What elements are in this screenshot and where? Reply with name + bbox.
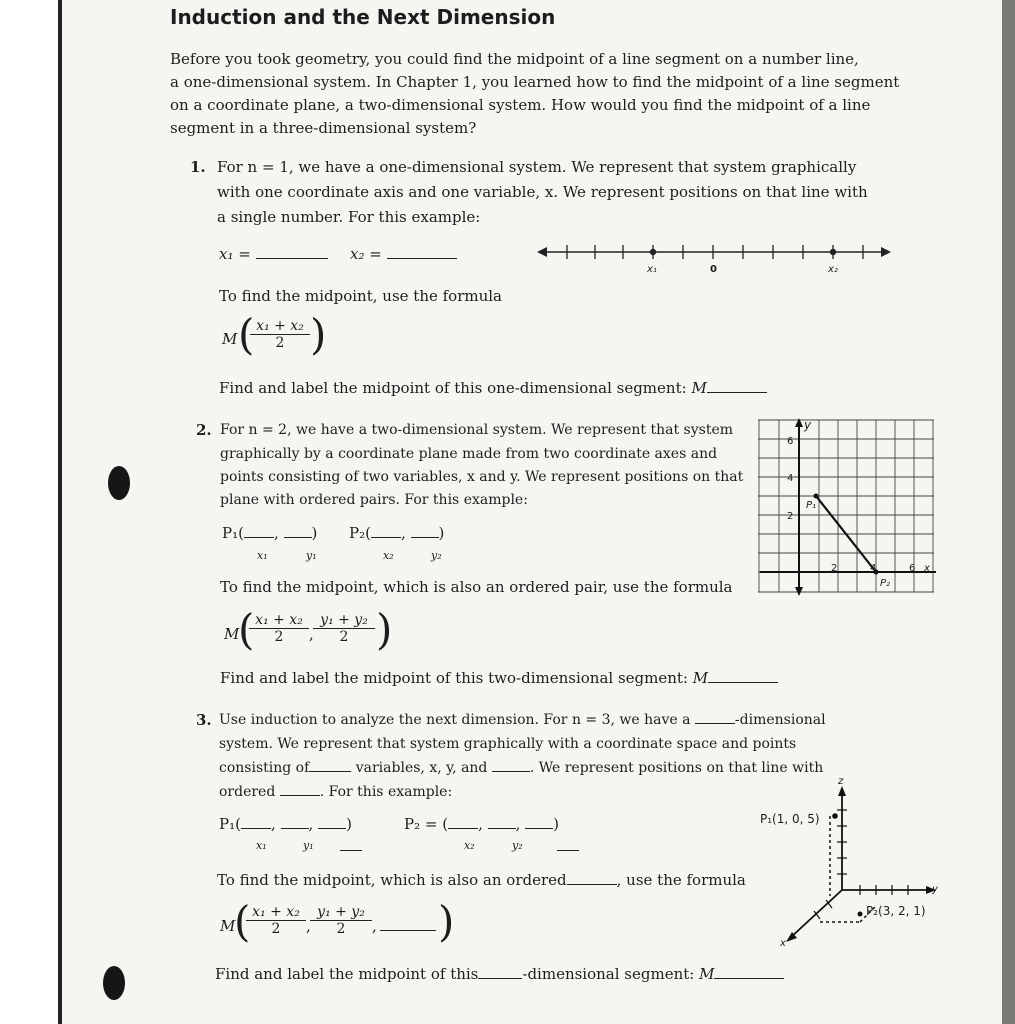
sub-label: x₂ — [464, 839, 475, 852]
punch-hole — [108, 466, 130, 500]
intro-line: segment in a three-dimensional system? — [170, 119, 477, 137]
x2-point — [830, 249, 836, 255]
sub-label: y₂ — [431, 549, 442, 562]
x-axis-label: x — [780, 938, 786, 949]
x-axis-label: x — [924, 563, 930, 574]
q3-line2: system. We represent that system graphically with a coordinate space and points — [219, 736, 797, 752]
z-formula-blank[interactable] — [380, 930, 436, 931]
q1-midpoint-formula: $\frac{\text{x₁ + x₂}}{2}$ — [250, 318, 310, 351]
q3-midpoint-blank[interactable] — [714, 978, 784, 979]
q2-find: Find and label the midpoint of this two-dimensional segment: M — [220, 669, 778, 687]
q2-text: points consisting of two variables, x and y. We represent positions on that — [220, 469, 744, 485]
q3-find: Find and label the midpoint of this -dimensional segment: M — [215, 965, 784, 983]
x-tick: 2 — [831, 563, 838, 574]
x2-blank[interactable] — [371, 537, 401, 538]
numberline-x2-label: x₂ — [828, 264, 838, 275]
q2-fraction-x: $\frac{\text{x₁ + x₂}}{2}$ — [249, 612, 309, 645]
paren-left: ( — [234, 897, 251, 946]
y2-blank[interactable] — [411, 537, 439, 538]
y1-blank[interactable] — [284, 537, 312, 538]
y-tick: 6 — [787, 436, 794, 447]
x-tick: 4 — [870, 563, 877, 574]
sub-label: y₂ — [512, 839, 523, 852]
y-axis-label: y — [932, 884, 938, 895]
y1-blank[interactable] — [281, 828, 309, 829]
p1-3d-label: P₁(1, 0, 5) — [760, 812, 820, 826]
q2-p2: P₂( , ) — [349, 524, 445, 542]
p2-3d-point — [858, 912, 863, 917]
question-number: 3. — [196, 711, 212, 729]
sub-label: x₁ — [256, 839, 267, 852]
q2-midpoint-blank[interactable] — [708, 682, 778, 683]
q2-text: plane with ordered pairs. For this example: — [220, 492, 528, 508]
paren-left: ( — [238, 605, 255, 654]
x1-label: x₁ = — [219, 245, 328, 263]
q3-p1: P₁( , , ) — [219, 815, 352, 833]
q3-p2: P₂ = ( , , ) — [404, 815, 560, 833]
p1-point — [814, 494, 819, 499]
paren-right: ) — [310, 310, 327, 359]
ordered-type-blank[interactable] — [567, 884, 617, 885]
paren-right: ) — [438, 897, 455, 946]
q2-fraction-y: $\frac{\text{y₁ + y₂}}{2}$ — [313, 612, 375, 645]
question-number: 2. — [196, 421, 212, 439]
count-blank[interactable] — [309, 771, 351, 772]
midpoint-M: M — [220, 917, 236, 935]
z2-sub-blank[interactable] — [557, 850, 579, 851]
scan-left-margin — [0, 0, 58, 1024]
dimension-blank[interactable] — [478, 978, 522, 979]
q3-line3: consisting of variables, x, y, and . We represent positions on that line with — [219, 760, 824, 776]
intro-line: Before you took geometry, you could find the midpoint of a line segment on a number line, — [170, 50, 859, 68]
sub-label: x₁ — [257, 549, 268, 562]
q2-text: graphically by a coordinate plane made from two coordinate axes and — [220, 446, 718, 462]
q3-line4: ordered . For this example: — [219, 784, 453, 800]
x-tick: 6 — [909, 563, 916, 574]
p1-label: P₁ — [806, 500, 817, 511]
x2-label: x₂ = — [350, 245, 457, 263]
y2-blank[interactable] — [488, 828, 516, 829]
p1-3d-point — [832, 813, 838, 819]
x1-point — [650, 249, 656, 255]
q2-text: For n = 2, we have a two-dimensional system. We represent that system — [220, 422, 734, 438]
q1-find: Find and label the midpoint of this one-dimensional segment: M — [219, 379, 767, 397]
comma: , — [372, 917, 377, 935]
y-tick: 4 — [787, 473, 794, 484]
numberline-x1-label: x₁ — [647, 264, 657, 275]
q2-formula-intro: To find the midpoint, which is also an ordered pair, use the formula — [220, 578, 733, 596]
q2-p1: P₁( , ) — [222, 524, 318, 542]
x2-blank[interactable] — [387, 258, 457, 259]
y-tick: 2 — [787, 511, 794, 522]
midpoint-M: M — [224, 625, 240, 643]
q3-line1: Use induction to analyze the next dimension. For n = 3, we have a -dimensional — [219, 712, 826, 728]
sub-label: y₁ — [306, 549, 317, 562]
sub-label: y₁ — [303, 839, 314, 852]
z2-blank[interactable] — [525, 828, 553, 829]
x1-blank[interactable] — [241, 828, 271, 829]
q3-fraction-x: $\frac{\text{x₁ + x₂}}{2}$ — [246, 904, 306, 937]
q1-text: a single number. For this example: — [217, 208, 481, 226]
variable-blank[interactable] — [492, 771, 530, 772]
q1-text: For n = 1, we have a one-dimensional system. We represent that system graphically — [217, 158, 857, 176]
scan-right-edge — [1002, 0, 1015, 1024]
numberline-zero-label: 0 — [710, 264, 717, 275]
paren-right: ) — [376, 605, 393, 654]
dimension-blank[interactable] — [695, 723, 735, 724]
midpoint-M: M — [222, 330, 238, 348]
x2-blank[interactable] — [448, 828, 478, 829]
question-number: 1. — [190, 158, 206, 176]
p2-3d-label: P₂(3, 2, 1) — [866, 904, 926, 918]
intro-line: a one-dimensional system. In Chapter 1, you learned how to find the midpoint of a line segment — [170, 73, 900, 91]
comma: , — [306, 917, 311, 935]
x1-blank[interactable] — [244, 537, 274, 538]
paren-left: ( — [238, 310, 255, 359]
punch-hole — [103, 966, 125, 1000]
z1-sub-blank[interactable] — [340, 850, 362, 851]
q3-formula-intro: To find the midpoint, which is also an ordered , use the formula — [217, 871, 746, 889]
q1-text: with one coordinate axis and one variable, x. We represent positions on that line with — [217, 183, 868, 201]
p2-label: P₂ — [880, 578, 891, 589]
q1-formula-intro: To find the midpoint, use the formula — [219, 287, 503, 305]
y-axis-label: y — [804, 418, 812, 432]
q1-midpoint-blank[interactable] — [707, 392, 767, 393]
x1-blank[interactable] — [256, 258, 328, 259]
z-axis-label: z — [838, 776, 844, 787]
comma: , — [309, 625, 314, 643]
3d-axes — [780, 780, 940, 960]
page-title: Induction and the Next Dimension — [170, 5, 556, 29]
intro-line: on a coordinate plane, a two-dimensional system. How would you find the midpoint of a line — [170, 96, 871, 114]
z1-blank[interactable] — [318, 828, 346, 829]
sub-label: x₂ — [383, 549, 394, 562]
q3-fraction-y: $\frac{\text{y₁ + y₂}}{2}$ — [310, 904, 372, 937]
ordered-blank[interactable] — [280, 795, 320, 796]
